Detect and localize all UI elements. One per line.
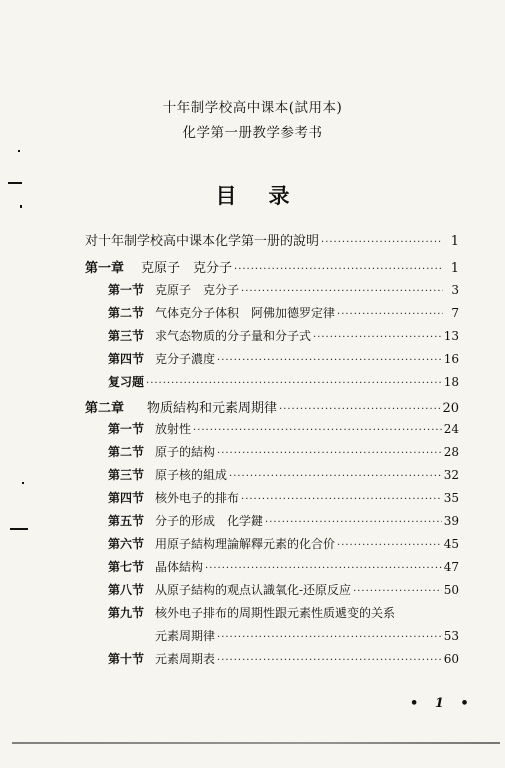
dot-leader — [146, 378, 442, 389]
toc-entry-page: 24 — [443, 422, 459, 436]
margin-mark — [10, 528, 28, 530]
toc-entry-title: 原子核的組成 — [155, 468, 228, 482]
toc-heading-char-1: 目 — [215, 183, 237, 208]
section-number: 第四节 — [108, 352, 145, 366]
toc-entry-title: 原子的結构 — [155, 445, 216, 459]
margin-mark — [8, 182, 22, 184]
toc-entry-title: 元素周期律 — [155, 629, 216, 643]
toc-entry-page: 60 — [443, 652, 459, 666]
section-number: 第二节 — [108, 306, 145, 320]
dot-leader — [229, 471, 442, 482]
section-number: 第三节 — [108, 329, 145, 343]
toc-entry-page: 1 — [450, 234, 459, 249]
dot-leader — [353, 586, 442, 597]
section-number: 第四节 — [108, 491, 145, 505]
dot-leader — [217, 632, 442, 643]
toc-entry-page: 53 — [443, 629, 459, 643]
book-title: 化学第一册教学参考书 — [182, 125, 323, 141]
dot-leader — [234, 264, 443, 275]
toc-entry-page: 32 — [443, 468, 459, 482]
toc-entry-title: 用原子結构理論解釋元素的化合价 — [155, 537, 336, 551]
toc-section — [108, 373, 459, 390]
toc-section — [108, 420, 459, 437]
dot-leader — [217, 655, 442, 666]
margin-dot — [20, 205, 22, 208]
section-number: 第三节 — [108, 468, 145, 482]
dot-leader — [313, 332, 442, 343]
margin-dot — [18, 150, 20, 152]
toc-entry-page: 13 — [443, 329, 459, 343]
toc-heading — [0, 180, 505, 210]
toc-entry-title: 复习题 — [108, 375, 145, 389]
toc-entry-page: 1 — [450, 261, 459, 276]
toc-section — [108, 558, 459, 575]
section-number: 第六节 — [108, 537, 145, 551]
chapter-number: 第一章 — [85, 261, 125, 276]
dot-leader — [241, 494, 442, 505]
toc-entry-title: 对十年制学校高中课本化学第一册的說明 — [85, 234, 320, 249]
toc-section — [108, 281, 459, 298]
section-number: 第十节 — [108, 652, 145, 666]
toc-entry-title: 分子的形成 化学鍵 — [155, 514, 264, 528]
section-number: 第一节 — [108, 283, 145, 297]
toc-entry-title: 克分子濃度 — [155, 352, 216, 366]
toc-entry-title: 核外电子的排布 — [155, 491, 240, 505]
toc-entry-title: 元素周期表 — [155, 652, 216, 666]
toc-entry-page: 20 — [442, 401, 459, 416]
section-number: 第二节 — [108, 445, 145, 459]
chapter-number: 第二章 — [85, 401, 125, 416]
toc-entry-page: 3 — [451, 283, 459, 297]
toc-section — [108, 489, 459, 506]
toc-section — [108, 466, 459, 483]
section-number: 第五节 — [108, 514, 145, 528]
toc-section-continued — [155, 627, 459, 644]
toc-entry-page: 39 — [443, 514, 459, 528]
toc-entry-page: 16 — [443, 352, 459, 366]
series-title: 十年制学校高中课本(試用本) — [162, 100, 343, 116]
toc-entry-title: 物质結构和元素周期律 — [147, 401, 278, 416]
dot-leader — [241, 286, 443, 297]
dot-leader — [217, 355, 442, 366]
toc-entry-title: 放射性 — [155, 422, 192, 436]
toc-section — [108, 581, 459, 598]
section-number: 第九节 — [108, 606, 145, 620]
dot-leader — [193, 425, 442, 436]
dot-leader — [279, 404, 440, 415]
toc-section — [108, 535, 459, 552]
toc-entry-page: 7 — [451, 306, 459, 320]
toc-section — [108, 650, 459, 667]
section-number: 第七节 — [108, 560, 145, 574]
bottom-edge-line — [12, 742, 500, 744]
toc-entry-title: 晶体結构 — [155, 560, 204, 574]
toc-entry-page: 18 — [443, 375, 459, 389]
toc-heading-char-2: 录 — [268, 183, 290, 208]
margin-dot — [22, 482, 24, 484]
page-number: • 1 • — [410, 696, 475, 711]
toc-entry-page: 50 — [443, 583, 459, 597]
toc-entry-page: 45 — [443, 537, 459, 551]
toc-section — [108, 350, 459, 367]
toc-entry-title: 核外电子排布的周期性跟元素性质遞变的关系 — [155, 606, 396, 620]
toc-chapter — [85, 257, 459, 276]
section-number: 第一节 — [108, 422, 145, 436]
dot-leader — [217, 448, 442, 459]
toc-section — [108, 327, 459, 344]
toc-entry-page: 47 — [443, 560, 459, 574]
toc-entry-page: 28 — [443, 445, 459, 459]
toc-entry-title: 克原子 克分子 — [155, 283, 240, 297]
dot-leader — [321, 237, 443, 248]
dot-leader — [337, 540, 442, 551]
toc-section — [108, 443, 459, 460]
toc-entry — [85, 230, 459, 249]
toc-entry-page: 35 — [443, 491, 459, 505]
dot-leader — [337, 309, 443, 320]
toc-section — [108, 512, 459, 529]
toc-entry-title: 气体克分子体积 阿佛加德罗定律 — [155, 306, 336, 320]
toc-chapter — [85, 397, 459, 416]
section-number: 第八节 — [108, 583, 145, 597]
toc-entry-title: 求气态物质的分子量和分子式 — [155, 329, 312, 343]
dot-leader — [205, 563, 442, 574]
dot-leader — [265, 517, 442, 528]
toc-entry-title: 克原子 克分子 — [141, 261, 233, 276]
toc-section — [108, 604, 459, 621]
toc-entry-title: 从原子結构的观点认識氧化-还原反应 — [155, 583, 352, 597]
toc-section — [108, 304, 459, 321]
